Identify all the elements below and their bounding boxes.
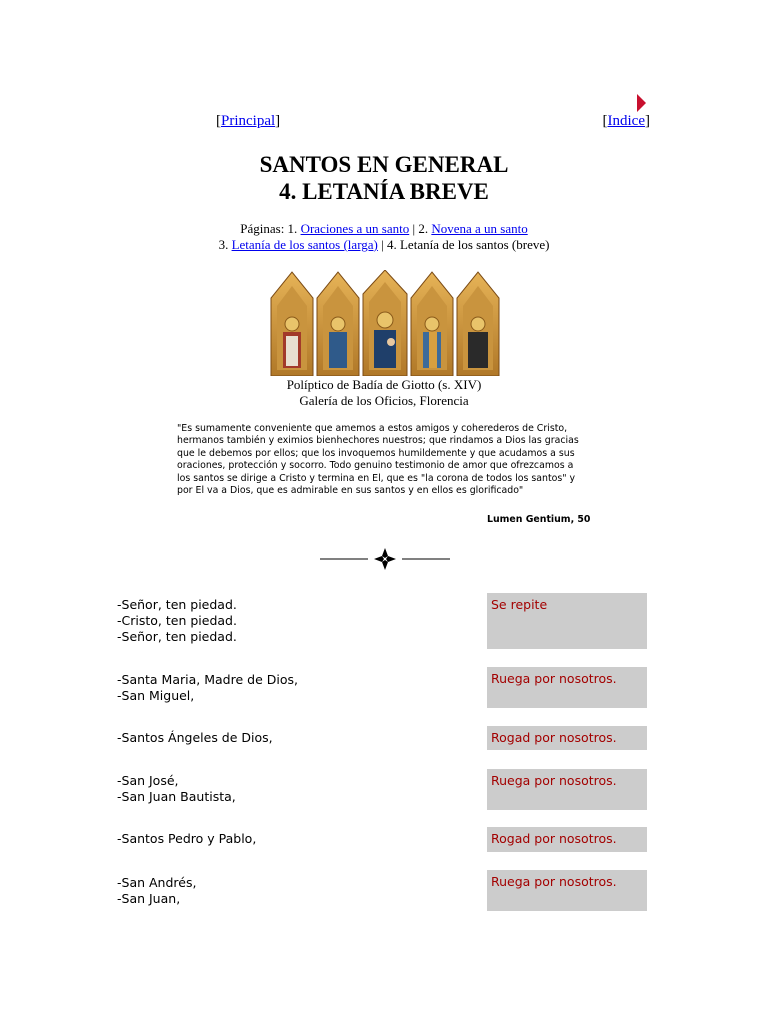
litany-row: -Señor, ten piedad. -Cristo, ten piedad. -Señor, ten piedad. (117, 597, 237, 644)
page-link-letania-larga[interactable]: Letanía de los santos (larga) (231, 237, 378, 252)
response-cell: Ruega por nosotros. (487, 870, 647, 911)
principal-link[interactable]: Principal (221, 113, 276, 129)
response-cell: Ruega por nosotros. (487, 769, 647, 810)
nav-indice: [Indice] (602, 113, 650, 129)
pages-nav: Páginas: 1. Oraciones a un santo | 2. Novena a un santo 3. Letanía de los santos (larga) | 4. Letanía de los santos (breve) (218, 221, 550, 252)
litany-row: -Santos Ángeles de Dios, (117, 730, 273, 745)
litany-row: -San Andrés, -San Juan, (117, 875, 197, 906)
cross-ornament-icon (318, 546, 452, 572)
response-cell: Ruega por nosotros. (487, 667, 647, 708)
response-cell: Rogad por nosotros. (487, 726, 647, 750)
quote-source: Lumen Gentium, 50 (487, 514, 591, 525)
litany-row: -Santa Maria, Madre de Dios, -San Miguel, (117, 672, 298, 703)
response-cell: Rogad por nosotros. (487, 827, 647, 852)
page-link-novena[interactable]: Novena a un santo (431, 221, 528, 236)
nav-principal: [Principal] (216, 113, 281, 129)
page-link-oraciones[interactable]: Oraciones a un santo (300, 221, 410, 236)
polyptych-image (269, 270, 502, 376)
litany-row: -Santos Pedro y Pablo, (117, 831, 257, 846)
quote-text: "Es sumamente conveniente que amemos a estos amigos y coherederos de Cristo, hermanos también y eximios bienhechores nuestros; que rindamos a Dios las gracias que le debemos por ellos; que los invoquemos humildemente y que acudamos a sus oraciones, protección y socorro. Todo genuino testimonio de amor que ofrezcamos a los santos se dirige a Cristo y termina en El, que es "la corona de todos los santos" y por El va a Dios, que es admirable en sus santos y en ellos es glorificado" (177, 423, 579, 497)
image-caption: Políptico de Badía de Giotto (s. XIV) Galería de los Oficios, Florencia (286, 377, 482, 408)
indice-link[interactable]: Indice (607, 113, 645, 129)
litany-row: -San José, -San Juan Bautista, (117, 773, 236, 804)
page-title: SANTOS EN GENERAL (259, 152, 509, 177)
response-cell: Se repite (487, 593, 647, 649)
right-arrow-icon[interactable] (637, 94, 646, 112)
page-subtitle: 4. LETANÍA BREVE (279, 179, 489, 204)
